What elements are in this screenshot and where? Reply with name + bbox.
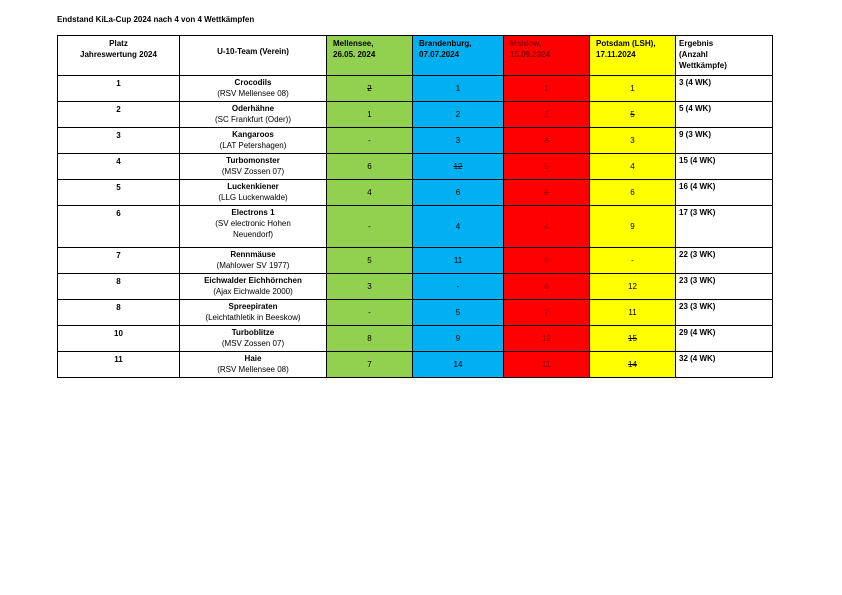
result-cell: 16 (4 WK) xyxy=(676,180,773,206)
rank-cell: 8 xyxy=(58,300,180,326)
score-value: 8 xyxy=(544,188,549,197)
team-club: (Mahlower SV 1977) xyxy=(216,261,290,270)
team-club-continued: Neuendorf) xyxy=(232,230,274,239)
team-club: (SV electronic Hohen xyxy=(215,219,291,228)
score-cell-brandenburg xyxy=(413,352,504,378)
team-club: (RSV Mellensee 08) xyxy=(217,89,289,98)
score-value: 5 xyxy=(544,162,549,171)
score-value: 4 xyxy=(544,222,549,231)
header-row xyxy=(58,36,773,76)
score-value: 2 xyxy=(367,84,372,93)
score-cell-potsdam xyxy=(590,206,676,248)
table-row xyxy=(58,102,773,128)
score-cell-brandenburg xyxy=(413,128,504,154)
team-cell xyxy=(180,128,327,154)
score-value: 2 xyxy=(544,110,549,119)
rank-cell: 8 xyxy=(58,274,180,300)
score-value: 11 xyxy=(628,308,637,317)
score-value: 6 xyxy=(367,162,372,171)
score-value: 6 xyxy=(630,188,635,197)
team-name: Electrons 1 xyxy=(231,208,275,217)
score-cell-mellensee xyxy=(327,206,413,248)
rank-cell: 5 xyxy=(58,180,180,206)
score-cell-potsdam xyxy=(590,180,676,206)
result-cell: 17 (3 WK) xyxy=(676,206,773,248)
score-value: 2 xyxy=(455,110,461,119)
team-club: (LLG Luckenwalde) xyxy=(218,193,288,202)
score-cell-brandenburg xyxy=(413,206,504,248)
score-cell-potsdam xyxy=(590,102,676,128)
team-name: Haie xyxy=(244,354,262,363)
score-value: - xyxy=(368,222,371,231)
team-cell xyxy=(180,76,327,102)
header-c1-line2: 26.05. 2024 xyxy=(333,50,376,59)
score-value: 9 xyxy=(630,222,635,231)
table-row xyxy=(58,248,773,274)
score-cell-mahlow xyxy=(504,76,590,102)
score-cell-brandenburg xyxy=(413,248,504,274)
score-value: 3 xyxy=(455,136,461,145)
score-cell-potsdam xyxy=(590,352,676,378)
score-cell-mahlow xyxy=(504,128,590,154)
score-cell-mellensee xyxy=(327,102,413,128)
table-row xyxy=(58,180,773,206)
table-row xyxy=(58,154,773,180)
team-club: (RSV Mellensee 08) xyxy=(217,365,289,374)
header-res-line3: Wettkämpfe) xyxy=(679,61,727,70)
header-competition-mellensee xyxy=(327,36,413,76)
score-cell-mahlow xyxy=(504,300,590,326)
score-value: 7 xyxy=(367,360,372,369)
result-cell: 22 (3 WK) xyxy=(676,248,773,274)
team-name: Luckenkiener xyxy=(227,182,279,191)
rank-cell: 11 xyxy=(58,352,180,378)
score-cell-mahlow xyxy=(504,274,590,300)
team-name: Oderhähne xyxy=(231,104,275,113)
score-value: 14 xyxy=(628,360,637,369)
table-row xyxy=(58,300,773,326)
score-cell-brandenburg xyxy=(413,180,504,206)
score-value: 4 xyxy=(367,188,372,197)
score-cell-mahlow xyxy=(504,206,590,248)
team-cell xyxy=(180,300,327,326)
score-cell-brandenburg xyxy=(413,102,504,128)
team-name: Crocodils xyxy=(234,78,272,87)
rank-cell: 1 xyxy=(58,76,180,102)
team-cell xyxy=(180,326,327,352)
result-cell: 15 (4 WK) xyxy=(676,154,773,180)
header-rank-line1: Platz xyxy=(109,39,128,48)
score-value: 4 xyxy=(455,222,461,231)
team-club: (MSV Zossen 07) xyxy=(221,167,285,176)
team-name: Spreepiraten xyxy=(228,302,278,311)
score-cell-mahlow xyxy=(504,180,590,206)
document-title: Endstand KiLa-Cup 2024 nach 4 von 4 Wettkämpfen xyxy=(57,15,255,24)
header-c4-line2: 17.11.2024 xyxy=(596,50,636,59)
score-cell-brandenburg xyxy=(413,274,504,300)
score-value: 11 xyxy=(453,256,463,265)
result-cell: 3 (4 WK) xyxy=(676,76,773,102)
team-name: Turboblitze xyxy=(231,328,275,337)
score-value: 6 xyxy=(455,188,461,197)
score-cell-brandenburg xyxy=(413,154,504,180)
team-name: Rennmäuse xyxy=(230,250,276,259)
score-cell-potsdam xyxy=(590,128,676,154)
table-row xyxy=(58,206,773,248)
rank-cell: 3 xyxy=(58,128,180,154)
header-competition-brandenburg xyxy=(413,36,504,76)
score-value: 5 xyxy=(367,256,372,265)
header-res-line1: Ergebnis xyxy=(679,39,714,48)
header-c2-line2: 07.07.2024 xyxy=(419,50,460,59)
header-c3-line2: 15.09.2024 xyxy=(510,50,551,59)
team-name: Kangaroos xyxy=(232,130,274,139)
score-value: 3 xyxy=(544,136,549,145)
team-cell xyxy=(180,180,327,206)
team-name: Eichwalder Eichhörnchen xyxy=(204,276,302,285)
team-name: Turbomonster xyxy=(226,156,280,165)
score-cell-potsdam xyxy=(590,154,676,180)
table-row xyxy=(58,76,773,102)
results-table xyxy=(57,35,773,378)
results-body xyxy=(58,76,773,378)
rank-cell: 10 xyxy=(58,326,180,352)
team-cell xyxy=(180,102,327,128)
score-value: 14 xyxy=(453,360,463,369)
rank-cell: 4 xyxy=(58,154,180,180)
score-cell-mellensee xyxy=(327,154,413,180)
score-cell-mellensee xyxy=(327,180,413,206)
team-cell xyxy=(180,352,327,378)
header-competition-potsdam xyxy=(590,36,676,76)
score-value: 1 xyxy=(455,84,461,93)
header-res-line2: (Anzahl xyxy=(679,50,708,59)
score-value: 4 xyxy=(630,162,635,171)
team-cell xyxy=(180,206,327,248)
score-value: 1 xyxy=(544,84,549,93)
table-row xyxy=(58,274,773,300)
team-club: (Leichtathletik in Beeskow) xyxy=(205,313,301,322)
team-club: (SC Frankfurt (Oder)) xyxy=(214,115,291,124)
header-competition-mahlow xyxy=(504,36,590,76)
header-c1-line1: Mellensee, xyxy=(333,39,374,48)
score-value: 8 xyxy=(367,334,372,343)
rank-cell: 6 xyxy=(58,206,180,248)
score-cell-mellensee xyxy=(327,128,413,154)
score-value: 12 xyxy=(628,282,637,291)
score-cell-potsdam xyxy=(590,76,676,102)
score-value: - xyxy=(368,136,371,145)
score-value: 6 xyxy=(544,256,549,265)
result-cell: 5 (4 WK) xyxy=(676,102,773,128)
score-value: 8 xyxy=(544,282,549,291)
score-cell-brandenburg xyxy=(413,76,504,102)
result-cell: 32 (4 WK) xyxy=(676,352,773,378)
team-club: (MSV Zossen 07) xyxy=(221,339,285,348)
score-value: 1 xyxy=(367,110,372,119)
result-cell: 9 (3 WK) xyxy=(676,128,773,154)
team-cell xyxy=(180,274,327,300)
score-cell-mahlow xyxy=(504,326,590,352)
score-cell-brandenburg xyxy=(413,300,504,326)
table-row xyxy=(58,128,773,154)
score-cell-mahlow xyxy=(504,102,590,128)
score-value: - xyxy=(368,308,371,317)
header-c4-line1: Potsdam (LSH), xyxy=(596,39,656,48)
result-cell: 29 (4 WK) xyxy=(676,326,773,352)
score-value: 3 xyxy=(630,136,635,145)
team-cell xyxy=(180,248,327,274)
header-result xyxy=(676,36,773,76)
score-value: 7 xyxy=(544,308,549,317)
score-cell-mellensee xyxy=(327,248,413,274)
header-rank xyxy=(58,36,180,76)
score-cell-potsdam xyxy=(590,274,676,300)
header-c2-line1: Brandenburg, xyxy=(419,39,472,48)
score-value: 9 xyxy=(455,334,461,343)
score-value: 5 xyxy=(455,308,461,317)
score-cell-mellensee xyxy=(327,326,413,352)
team-club: (Ajax Eichwalde 2000) xyxy=(213,287,293,296)
score-cell-mahlow xyxy=(504,352,590,378)
score-cell-mellensee xyxy=(327,352,413,378)
score-value: 12 xyxy=(453,162,463,171)
header-rank-line2: Jahreswertung 2024 xyxy=(80,50,157,59)
score-value: 12 xyxy=(542,334,551,343)
score-cell-potsdam xyxy=(590,300,676,326)
score-cell-mahlow xyxy=(504,154,590,180)
header-c3-line1: Mahlow, xyxy=(510,39,542,48)
rank-cell: 7 xyxy=(58,248,180,274)
score-value: 1 xyxy=(630,84,635,93)
score-value: 11 xyxy=(542,360,551,369)
team-cell xyxy=(180,154,327,180)
team-club: (LAT Petershagen) xyxy=(219,141,287,150)
score-cell-potsdam xyxy=(590,248,676,274)
score-value: - xyxy=(631,256,634,265)
table-row xyxy=(58,352,773,378)
table-row xyxy=(58,326,773,352)
result-cell: 23 (3 WK) xyxy=(676,300,773,326)
result-cell: 23 (3 WK) xyxy=(676,274,773,300)
rank-cell: 2 xyxy=(58,102,180,128)
score-value: 3 xyxy=(367,282,372,291)
score-value: 15 xyxy=(628,334,637,343)
header-team xyxy=(180,36,327,76)
score-cell-mellensee xyxy=(327,274,413,300)
header-team-label: U-10-Team (Verein) xyxy=(217,47,289,56)
score-cell-mellensee xyxy=(327,76,413,102)
score-value: 5 xyxy=(630,110,635,119)
score-value: - xyxy=(456,282,460,291)
score-cell-brandenburg xyxy=(413,326,504,352)
score-cell-mahlow xyxy=(504,248,590,274)
score-cell-mellensee xyxy=(327,300,413,326)
score-cell-potsdam xyxy=(590,326,676,352)
